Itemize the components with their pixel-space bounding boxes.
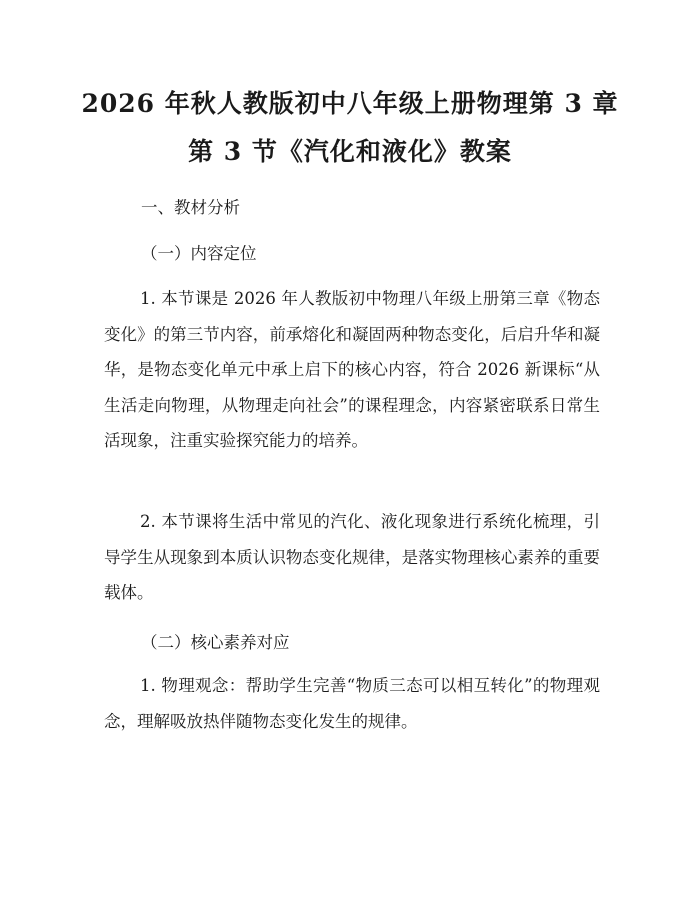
subsection-heading-core-literacy: （二）核心素养对应 [141,633,290,652]
subsection-heading-content-positioning: （一）内容定位 [141,244,257,263]
section-heading-textbook-analysis: 一、教材分析 [141,198,240,217]
paragraph-2: 2. 本节课将生活中常见的汽化、液化现象进行系统化梳理，引导学生从现象到本质认识物态变化规律，是落实物理核心素养的重要载体。 [104,512,600,602]
paragraph-1: 1. 本节课是 2026 年人教版初中物理八年级上册第三章《物态变化》的第三节内容，前承熔化和凝固两种物态变化，后启升华和凝华，是物态变化单元中承上启下的核心内容，符合 2026 新课标“从生活走向物理，从物理走向社会”的课程理念，内容紧密联系日常生活现象，注重实验探究能力的培养。 [104,289,600,450]
paragraph-3: 1. 物理观念：帮助学生完善“物质三态可以相互转化”的物理观念，理解吸放热伴随物态变化发生的规律。 [104,676,600,731]
document-title-line-1: 2026 年秋人教版初中八年级上册物理第 3 章 [81,89,619,118]
document-title-line-2: 第 3 节《汽化和液化》教案 [188,137,512,166]
